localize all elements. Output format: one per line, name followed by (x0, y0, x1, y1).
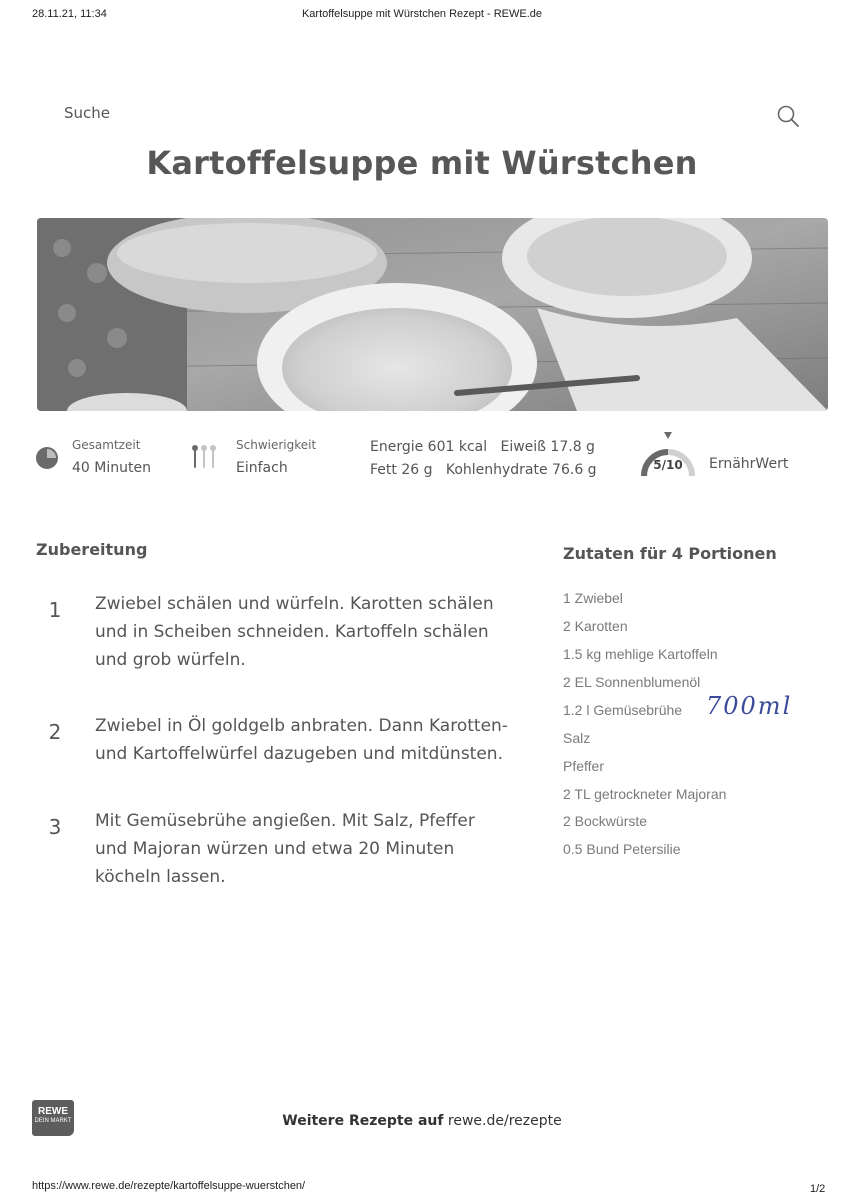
nutrition-line-2: Fett 26 g Kohlenhydrate 76.6 g (370, 462, 597, 478)
ingredient-item: 2 EL Sonnenblumenöl (563, 674, 701, 690)
logo-subtext: DEIN MARKT (34, 1118, 72, 1124)
ingredient-item: Salz (563, 730, 591, 746)
ingredient-item: Pfeffer (563, 758, 604, 774)
difficulty-value: Einfach (236, 460, 288, 476)
ingredients-heading: Zutaten für 4 Portionen (563, 544, 777, 563)
preparation-heading: Zubereitung (36, 540, 148, 559)
more-recipes (0, 1113, 844, 1129)
search-icon[interactable] (776, 104, 800, 128)
print-url: https://www.rewe.de/rezepte/kartoffelsuppe-wuerstchen/ (32, 1180, 306, 1192)
ingredient-item: 2 Bockwürste (563, 813, 648, 829)
score-value: 5/10 (653, 458, 683, 472)
step-number: 2 (48, 720, 62, 744)
more-recipes-label: Weitere Rezepte auf (282, 1113, 444, 1129)
step-line: und in Scheiben schneiden. Kartoffeln schälen (95, 622, 489, 642)
clock-icon (35, 446, 59, 470)
difficulty-label: Schwierigkeit (236, 438, 317, 452)
ingredient-item: 1 Zwiebel (563, 590, 623, 606)
score-label[interactable]: ErnährWert (709, 456, 789, 472)
nutrition-line-1: Energie 601 kcal Eiweiß 17.8 g (370, 439, 595, 455)
time-value: 40 Minuten (72, 460, 151, 476)
print-page-title: Kartoffelsuppe mit Würstchen Rezept - REWE.de (301, 8, 543, 20)
ingredient-item: 1.5 kg mehlige Kartoffeln (563, 646, 718, 662)
step-number: 1 (48, 598, 62, 622)
print-date: 28.11.21, 11:34 (32, 8, 107, 20)
step-text (95, 712, 515, 768)
step-line: und grob würfeln. (95, 650, 246, 670)
logo-text: REWE (38, 1106, 68, 1117)
score-gauge (638, 430, 698, 480)
difficulty-icon (190, 443, 218, 469)
step-line: Zwiebel schälen und würfeln. Karotten schälen (95, 594, 494, 614)
ingredient-item: 2 TL getrockneter Majoran (563, 786, 727, 802)
more-recipes-link[interactable]: rewe.de/rezepte (447, 1113, 562, 1129)
step-line: und Majoran würzen und etwa 20 Minuten (95, 839, 455, 859)
step-line: Zwiebel in Öl goldgelb anbraten. Dann Karotten- (95, 716, 508, 736)
ingredient-item: 0.5 Bund Petersilie (563, 841, 681, 857)
recipe-title: Kartoffelsuppe mit Würstchen (146, 144, 698, 182)
step-line: und Kartoffelwürfel dazugeben und mitdünsten. (95, 744, 503, 764)
ingredient-item: 1.2 l Gemüsebrühe (563, 702, 683, 718)
step-number: 3 (48, 815, 62, 839)
handwritten-note: 700ml (706, 692, 793, 720)
step-text (95, 590, 515, 674)
step-line: köcheln lassen. (95, 867, 226, 887)
step-text (95, 807, 515, 891)
print-page-number: 1/2 (810, 1183, 826, 1195)
soup-photo (37, 218, 828, 411)
search-label[interactable]: Suche (64, 104, 111, 122)
time-label: Gesamtzeit (72, 438, 141, 452)
ingredient-item: 2 Karotten (563, 618, 628, 634)
step-line: Mit Gemüsebrühe angießen. Mit Salz, Pfeffer (95, 811, 475, 831)
